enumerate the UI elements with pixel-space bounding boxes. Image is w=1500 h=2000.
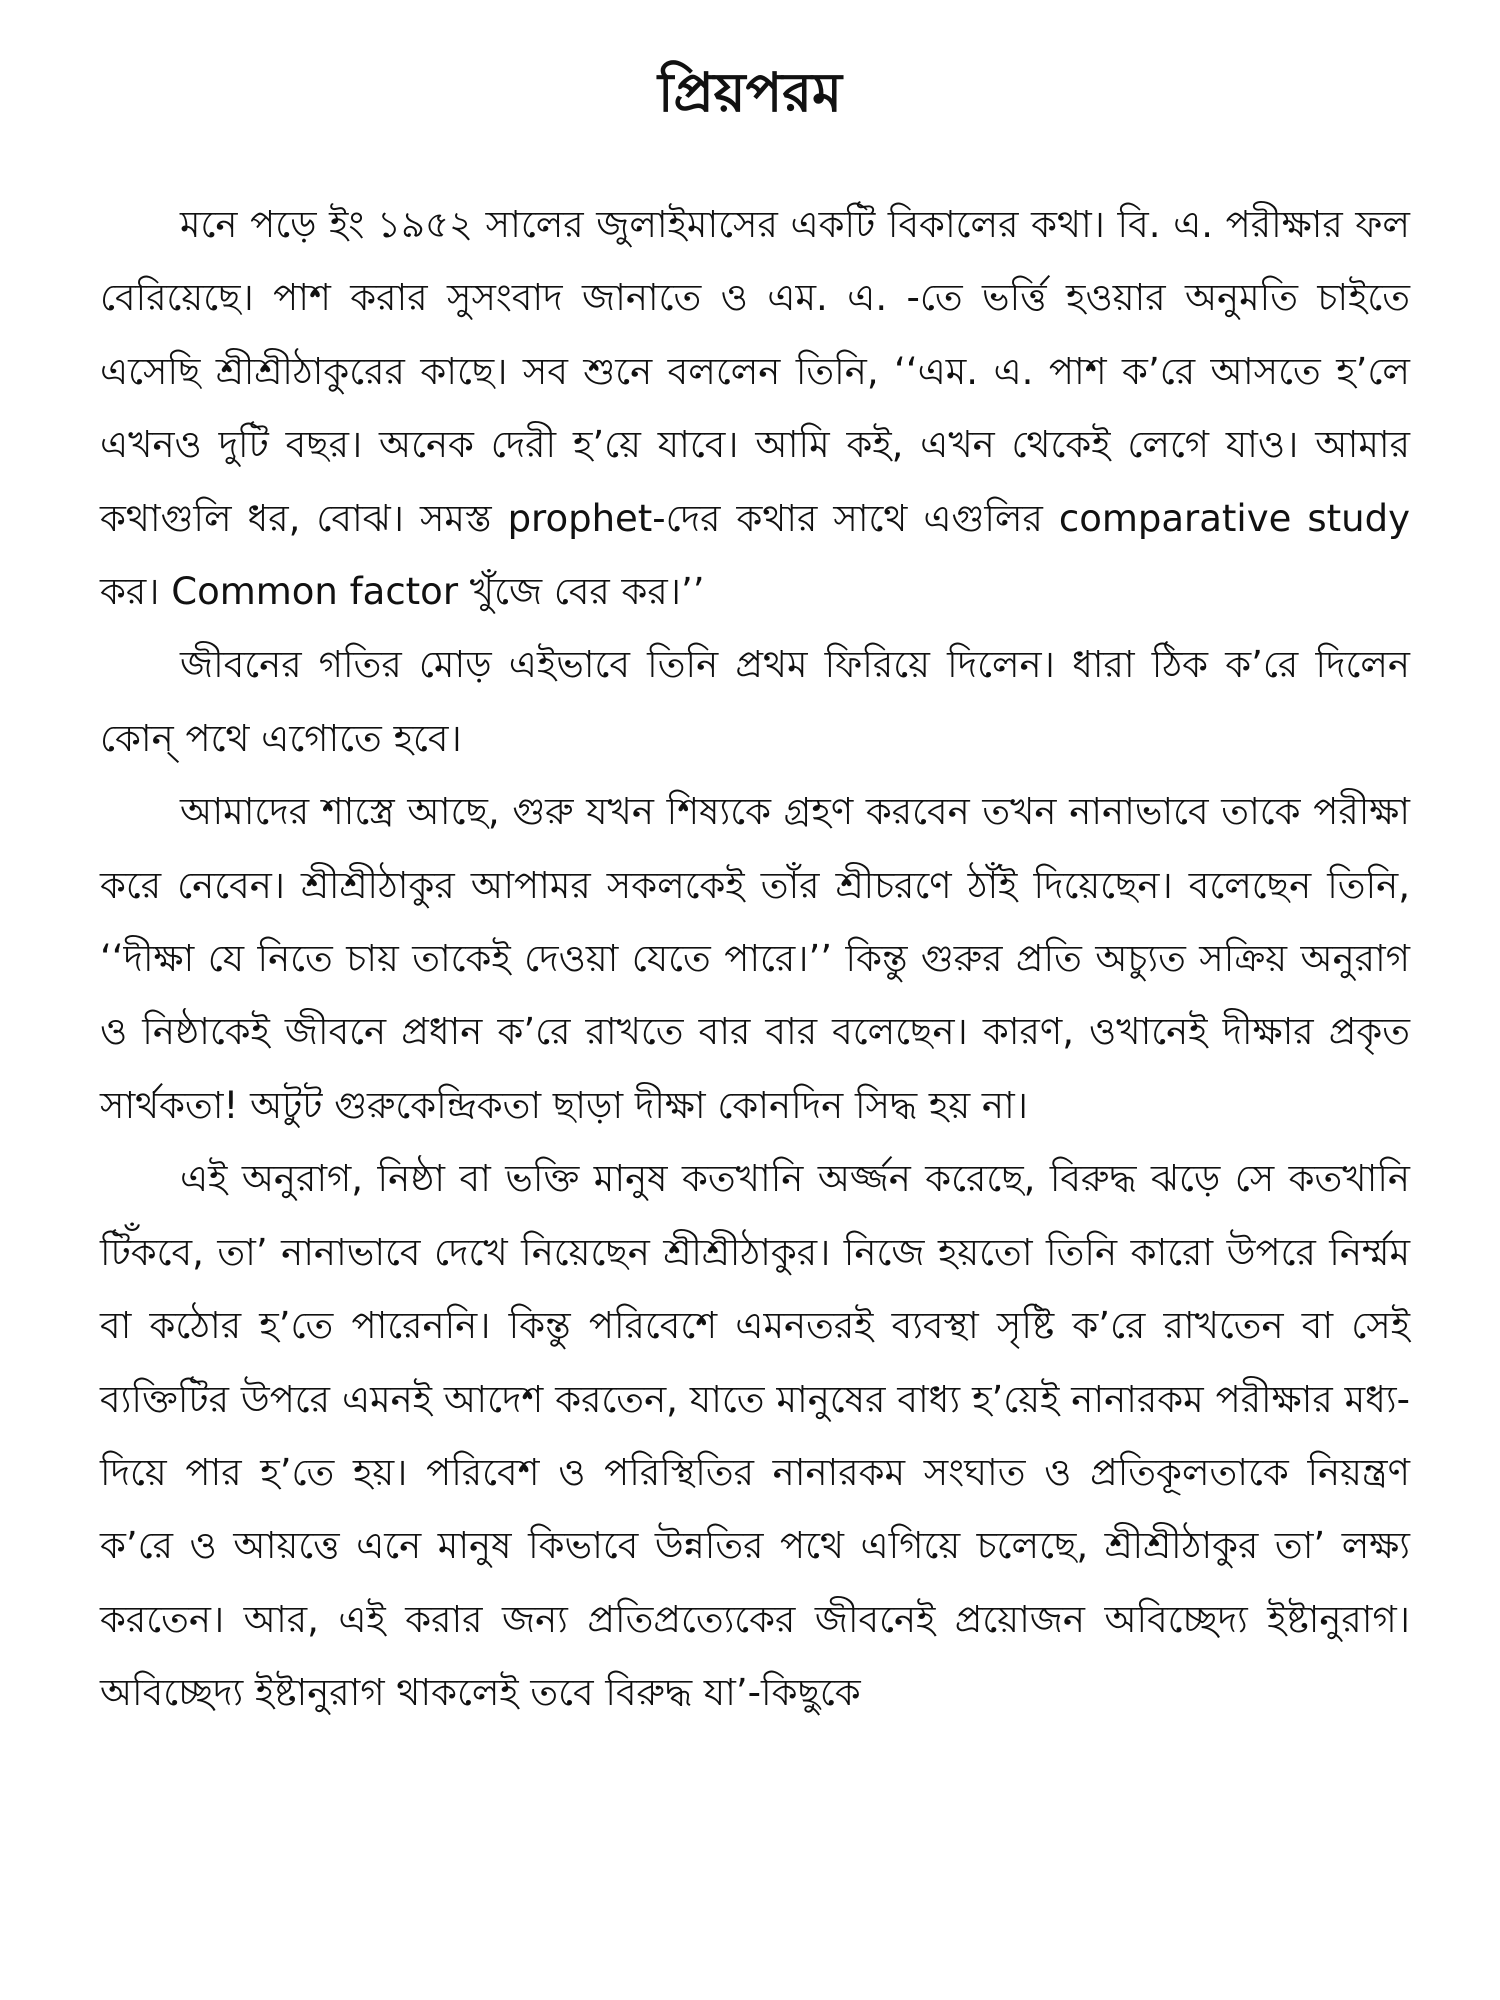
paragraph-1: মনে পড়ে ইং ১৯৫২ সালের জুলাইমাসের একটি বিকালের কথা। বি. এ. পরীক্ষার ফল বেরিয়েছে। পাশ করার সুসংবাদ জানাতে ও এম. এ. -তে ভর্ত্তি হওয়ার অনুমতি চাইতে এসেছি শ্রীশ্রীঠাকুরের কাছে। সব শুনে বললেন তিনি, ‘‘এম. এ. পাশ ক’রে আসতে হ’লে এখনও দুটি বছর। অনেক দেরী হ’য়ে যাবে। আমি কই, এখন থেকেই লেগে যাও। আমার কথাগুলি ধর, বোঝ। সমস্ত prophet-দের কথার সাথে এগুলির comparative study কর। Common factor খুঁজে বের কর।’’ <box>100 203 1410 614</box>
paragraph-3: আমাদের শাস্ত্রে আছে, গুরু যখন শিষ্যকে গ্রহণ করবেন তখন নানাভাবে তাকে পরীক্ষা করে নেবেন। শ্রীশ্রীঠাকুর আপামর সকলকেই তাঁর শ্রীচরণে ঠাঁই দিয়েছেন। বলেছেন তিনি, ‘‘দীক্ষা যে নিতে চায় তাকেই দেওয়া যেতে পারে।’’ কিন্তু গুরুর প্রতি অচ্যুত সক্রিয় অনুরাগ ও নিষ্ঠাকেই জীবনে প্রধান ক’রে রাখতে বার বার বলেছেন। কারণ, ওখানেই দীক্ষার প্রকৃত সার্থকতা! অটুট গুরুকেন্দ্রিকতা ছাড়া দীক্ষা কোনদিন সিদ্ধ হয় না। <box>100 790 1410 1127</box>
chapter-title: প্রিয়পরম <box>658 61 842 124</box>
paragraph-2: জীবনের গতির মোড় এইভাবে তিনি প্রথম ফিরিয়ে দিলেন। ধারা ঠিক ক’রে দিলেন কোন্ পথে এগোতে হবে। <box>100 643 1410 760</box>
paragraph-4: এই অনুরাগ, নিষ্ঠা বা ভক্তি মানুষ কতখানি অর্জ্জন করেছে, বিরুদ্ধ ঝড়ে সে কতখানি টিঁকবে, তা’ নানাভাবে দেখে নিয়েছেন শ্রীশ্রীঠাকুর। নিজে হয়তো তিনি কারো উপরে নির্ম্মম বা কঠোর হ’তে পারেননি। কিন্তু পরিবেশে এমনতরই ব্যবস্থা সৃষ্টি ক’রে রাখতেন বা সেই ব্যক্তিটির উপরে এমনই আদেশ করতেন, যাতে মানুষের বাধ্য হ’য়েই নানারকম পরীক্ষার মধ্য-দিয়ে পার হ’তে হয়। পরিবেশ ও পরিস্থিতির নানারকম সংঘাত ও প্রতিকূলতাকে নিয়ন্ত্রণ ক’রে ও আয়ত্তে এনে মানুষ কিভাবে উন্নতির পথে এগিয়ে চলেছে, শ্রীশ্রীঠাকুর তা’ লক্ষ্য করতেন। আর, এই করার জন্য প্রতিপ্রত্যেকের জীবনেই প্রয়োজন অবিচ্ছেদ্য ইষ্টানুরাগ। অবিচ্ছেদ্য ইষ্টানুরাগ থাকলেই তবে বিরুদ্ধ যা’-কিছুকে <box>100 1157 1411 1715</box>
body-text <box>100 188 1410 1730</box>
